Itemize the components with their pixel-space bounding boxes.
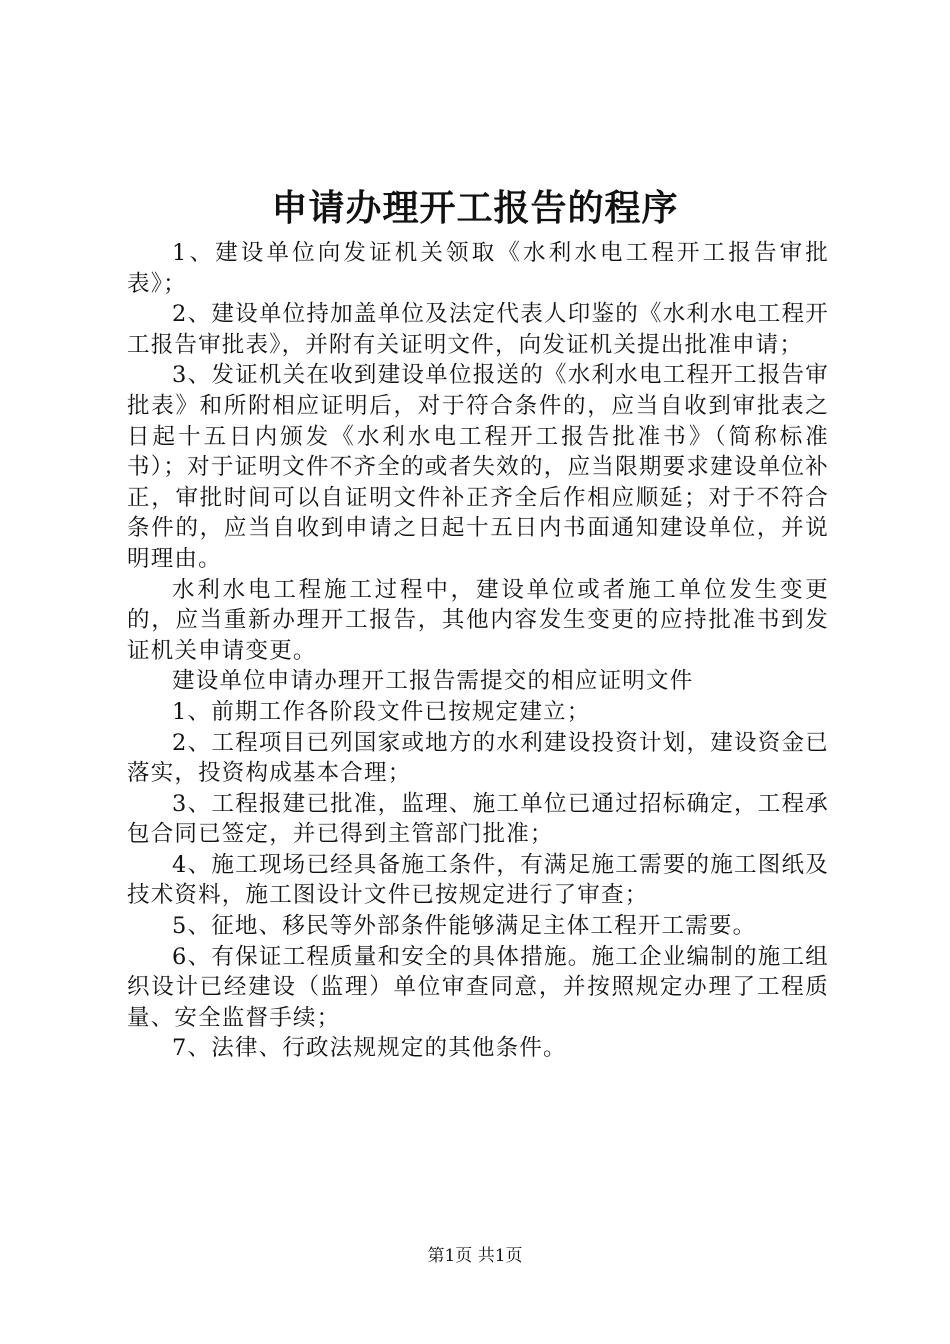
paragraph-12: 7、法律、行政法规规定的其他条件。 (172, 1035, 567, 1062)
paragraph-1: 1、建设单位向发证机关领取《水利水电工程开工报告审批表》； (127, 240, 829, 297)
page-title: 申请办理开工报告的程序 (271, 187, 679, 229)
paragraph-9: 4、施工现场已经具备施工条件，有满足施工需要的施工图纸及技术资料，施工图设计文件已按规定进行了审查； (127, 851, 829, 909)
paragraph-11: 6、有保证工程质量和安全的具体措施。施工企业编制的施工组织设计已经建设（监理）单位审查同意，并按照规定办理了工程质量、安全监督手续； (127, 943, 829, 1031)
paragraph-4: 水利水电工程施工过程中，建设单位或者施工单位发生变更的，应当重新办理开工报告，其他内容发生变更的应持批准书到发证机关申请变更。 (127, 576, 829, 664)
document-body (127, 238, 829, 1064)
paragraph-6: 1、前期工作各阶段文件已按规定建立； (172, 698, 591, 725)
page-footer: 第1页 共1页 (427, 1246, 523, 1266)
paragraph-5: 建设单位申请办理开工报告需提交的相应证明文件 (172, 668, 694, 695)
paragraph-8: 3、工程报建已批准，监理、施工单位已通过招标确定，工程承包合同已签定，并已得到主管部门批准； (127, 790, 829, 848)
paragraph-2: 2、建设单位持加盖单位及法定代表人印鉴的《水利水电工程开工报告审批表》，并附有关证明文件，向发证机关提出批准申请； (127, 301, 829, 358)
paragraph-10: 5、征地、移民等外部条件能够满足主体工程开工需要。 (172, 913, 757, 940)
paragraph-3: 3、发证机关在收到建设单位报送的《水利水电工程开工报告审批表》和所附相应证明后，对于符合条件的，应当自收到审批表之日起十五日内颁发《水利水电工程开工报告批准书》（简称标准书）；对于证明文件不齐全的或者失效的，应当限期要求建设单位补正，审批时间可以自证明文件补正齐全后作相应顺延；对于不符合条件的，应当自收到申请之日起十五日内书面通知建设单位，并说明理由。 (127, 362, 829, 572)
paragraph-7: 2、工程项目已列国家或地方的水利建设投资计划，建设资金已落实，投资构成基本合理； (127, 729, 829, 787)
